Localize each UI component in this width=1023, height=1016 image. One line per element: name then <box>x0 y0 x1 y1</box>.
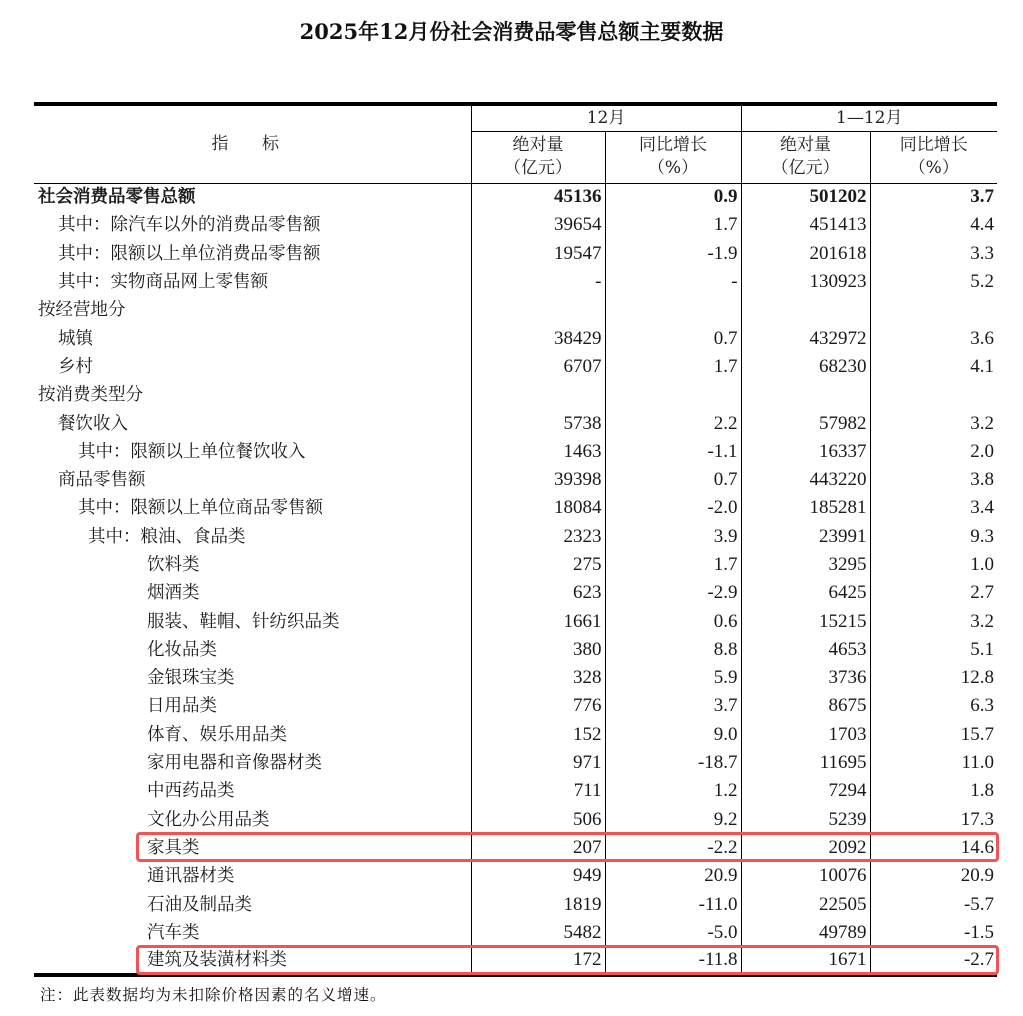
cell-ytd-absolute: 443220 <box>741 466 870 494</box>
row-label: 乡村 <box>58 356 93 377</box>
cell-dec-yoy <box>605 296 741 324</box>
table-row <box>34 353 997 381</box>
cell-dec-yoy: 2.2 <box>605 409 741 437</box>
cell-ytd-absolute: 432972 <box>741 324 870 352</box>
subheader-line1: 绝对量 <box>780 135 832 155</box>
cell-ytd-yoy: 6.3 <box>870 692 997 720</box>
row-label: 日用品类 <box>147 696 217 717</box>
cell-dec-yoy: 8.8 <box>605 636 741 664</box>
table-row <box>34 523 997 551</box>
cell-ytd-absolute: 57982 <box>741 409 870 437</box>
cell-dec-absolute: 45136 <box>471 183 605 211</box>
cell-ytd-yoy: 3.2 <box>870 607 997 635</box>
cell-ytd-yoy: 2.7 <box>870 579 997 607</box>
cell-dec-yoy: 9.2 <box>605 806 741 834</box>
cell-dec-yoy: -2.9 <box>605 579 741 607</box>
cell-dec-yoy: 20.9 <box>605 862 741 890</box>
subheader-ytd-absolute <box>741 131 870 183</box>
cell-dec-yoy: 1.7 <box>605 353 741 381</box>
row-label: 体育、娱乐用品类 <box>147 724 287 745</box>
group-header-jan-dec: 1—12月 <box>741 104 997 131</box>
row-label: 汽车类 <box>147 922 200 943</box>
cell-dec-yoy: -2.0 <box>605 494 741 522</box>
cell-dec-absolute: 380 <box>471 636 605 664</box>
cell-dec-yoy: - <box>605 268 741 296</box>
table-row <box>34 268 997 296</box>
table-row <box>34 692 997 720</box>
cell-dec-absolute: - <box>471 268 605 296</box>
table-row <box>34 862 997 890</box>
row-label: 其中：实物商品网上零售额 <box>58 272 268 293</box>
cell-dec-yoy: -2.2 <box>605 834 741 862</box>
cell-dec-absolute: 328 <box>471 664 605 692</box>
row-label: 其中：粮油、食品类 <box>88 526 246 547</box>
cell-ytd-yoy: -5.7 <box>870 890 997 918</box>
table-row <box>34 183 997 211</box>
table-row <box>34 494 997 522</box>
table-row-highlighted <box>34 947 997 975</box>
cell-dec-yoy: 0.9 <box>605 183 741 211</box>
cell-dec-absolute <box>471 381 605 409</box>
cell-dec-absolute: 2323 <box>471 523 605 551</box>
cell-ytd-absolute: 3736 <box>741 664 870 692</box>
table-row <box>34 749 997 777</box>
cell-dec-absolute: 5738 <box>471 409 605 437</box>
row-label: 城镇 <box>58 328 93 349</box>
cell-ytd-yoy: 9.3 <box>870 523 997 551</box>
cell-ytd-yoy: 4.4 <box>870 211 997 239</box>
cell-dec-absolute <box>471 296 605 324</box>
table-row <box>34 579 997 607</box>
row-label: 家具类 <box>147 837 200 858</box>
row-label: 建筑及装潢材料类 <box>34 947 471 975</box>
cell-dec-absolute: 18084 <box>471 494 605 522</box>
cell-ytd-absolute: 130923 <box>741 268 870 296</box>
table-row <box>34 919 997 947</box>
cell-dec-absolute: 6707 <box>471 353 605 381</box>
row-label: 家用电器和音像器材类 <box>147 753 322 774</box>
cell-ytd-yoy: 3.6 <box>870 324 997 352</box>
cell-dec-yoy: 3.9 <box>605 523 741 551</box>
subheader-line2: （亿元） <box>504 158 572 178</box>
cell-ytd-yoy: 2.0 <box>870 438 997 466</box>
cell-dec-yoy <box>605 381 741 409</box>
table-row <box>34 806 997 834</box>
cell-ytd-absolute: 10076 <box>741 862 870 890</box>
table-row <box>34 890 997 918</box>
cell-dec-yoy: 1.7 <box>605 211 741 239</box>
row-label: 饮料类 <box>147 555 200 575</box>
cell-dec-yoy: 0.6 <box>605 607 741 635</box>
row-label: 金银珠宝类 <box>147 668 235 689</box>
retail-sales-table <box>34 102 997 977</box>
row-label: 按经营地分 <box>38 300 126 321</box>
cell-dec-absolute: 39654 <box>471 211 605 239</box>
cell-dec-absolute: 172 <box>471 947 605 975</box>
table-row <box>34 551 997 579</box>
row-label: 化妆品类 <box>147 639 217 660</box>
cell-dec-yoy: 1.7 <box>605 551 741 579</box>
cell-ytd-yoy: 20.9 <box>870 862 997 890</box>
cell-ytd-absolute: 49789 <box>741 919 870 947</box>
cell-ytd-absolute: 15215 <box>741 607 870 635</box>
subheader-dec-yoy <box>605 131 741 183</box>
cell-ytd-absolute: 7294 <box>741 777 870 805</box>
row-label: 通讯器材类 <box>147 866 235 887</box>
table-row <box>34 607 997 635</box>
cell-ytd-yoy: 3.7 <box>870 183 997 211</box>
cell-dec-yoy: 5.9 <box>605 664 741 692</box>
cell-dec-absolute: 623 <box>471 579 605 607</box>
group-header-december: 12月 <box>471 104 741 131</box>
footnote: 注：此表数据均为未扣除价格因素的名义增速。 <box>40 986 387 1004</box>
subheader-line1: 同比增长 <box>639 135 707 155</box>
subheader-line1: 同比增长 <box>899 135 968 155</box>
cell-ytd-absolute: 6425 <box>741 579 870 607</box>
table-row <box>34 409 997 437</box>
subheader-line2: （亿元） <box>771 158 840 178</box>
cell-ytd-absolute: 2092 <box>741 834 870 862</box>
cell-dec-yoy: -11.0 <box>605 890 741 918</box>
table-row <box>34 466 997 494</box>
cell-dec-yoy: 0.7 <box>605 466 741 494</box>
cell-ytd-yoy: 3.4 <box>870 494 997 522</box>
cell-dec-absolute: 39398 <box>471 466 605 494</box>
cell-ytd-absolute: 68230 <box>741 353 870 381</box>
cell-dec-yoy: 9.0 <box>605 721 741 749</box>
cell-dec-absolute: 152 <box>471 721 605 749</box>
row-label: 中西药品类 <box>147 781 235 802</box>
row-label: 其中：限额以上单位餐饮收入 <box>78 441 306 462</box>
cell-ytd-absolute <box>741 381 870 409</box>
cell-ytd-yoy: -2.7 <box>870 947 997 975</box>
cell-ytd-yoy: 12.8 <box>870 664 997 692</box>
cell-dec-absolute: 1819 <box>471 890 605 918</box>
cell-ytd-absolute: 501202 <box>741 183 870 211</box>
cell-ytd-yoy: 4.1 <box>870 353 997 381</box>
cell-ytd-absolute: 11695 <box>741 749 870 777</box>
row-label: 文化办公用品类 <box>147 809 270 830</box>
cell-ytd-absolute: 4653 <box>741 636 870 664</box>
row-label: 其中：限额以上单位消费品零售额 <box>58 243 321 264</box>
cell-ytd-yoy: 3.8 <box>870 466 997 494</box>
cell-dec-yoy: -1.9 <box>605 240 741 268</box>
cell-ytd-yoy: -1.5 <box>870 919 997 947</box>
cell-ytd-yoy <box>870 381 997 409</box>
cell-dec-yoy: 1.2 <box>605 777 741 805</box>
header-row-groups <box>34 104 997 131</box>
cell-ytd-yoy: 17.3 <box>870 806 997 834</box>
cell-ytd-yoy: 5.2 <box>870 268 997 296</box>
cell-ytd-absolute: 8675 <box>741 692 870 720</box>
cell-ytd-yoy <box>870 296 997 324</box>
row-label: 服装、鞋帽、针纺织品类 <box>147 611 340 632</box>
cell-ytd-absolute: 1703 <box>741 721 870 749</box>
table-row <box>34 211 997 239</box>
table-row <box>34 381 997 409</box>
retail-sales-table-container <box>34 102 997 977</box>
cell-dec-yoy: 0.7 <box>605 324 741 352</box>
cell-ytd-yoy: 1.8 <box>870 777 997 805</box>
table-row <box>34 664 997 692</box>
cell-dec-absolute: 711 <box>471 777 605 805</box>
table-body <box>34 183 997 975</box>
row-label: 其中：除汽车以外的消费品零售额 <box>58 215 321 236</box>
table-row <box>34 324 997 352</box>
cell-ytd-absolute <box>741 296 870 324</box>
row-label: 石油及制品类 <box>147 894 252 915</box>
cell-ytd-absolute: 23991 <box>741 523 870 551</box>
subheader-ytd-yoy <box>870 131 997 183</box>
cell-ytd-yoy: 14.6 <box>870 834 997 862</box>
cell-dec-absolute: 207 <box>471 834 605 862</box>
indicator-header: 指 标 <box>34 104 471 183</box>
cell-dec-yoy: -1.1 <box>605 438 741 466</box>
cell-ytd-absolute: 1671 <box>741 947 870 975</box>
cell-dec-absolute: 19547 <box>471 240 605 268</box>
cell-dec-absolute: 971 <box>471 749 605 777</box>
cell-ytd-yoy: 15.7 <box>870 721 997 749</box>
cell-ytd-absolute: 185281 <box>741 494 870 522</box>
cell-ytd-yoy: 3.3 <box>870 240 997 268</box>
subheader-line2: （%） <box>908 158 959 178</box>
cell-ytd-absolute: 5239 <box>741 806 870 834</box>
table-row <box>34 721 997 749</box>
row-label: 按消费类型分 <box>38 385 143 406</box>
cell-ytd-absolute: 22505 <box>741 890 870 918</box>
table-row <box>34 636 997 664</box>
subheader-dec-absolute <box>471 131 605 183</box>
cell-dec-yoy: -5.0 <box>605 919 741 947</box>
cell-dec-yoy: -18.7 <box>605 749 741 777</box>
cell-dec-absolute: 1661 <box>471 607 605 635</box>
cell-ytd-yoy: 1.0 <box>870 551 997 579</box>
cell-dec-absolute: 5482 <box>471 919 605 947</box>
cell-ytd-absolute: 201618 <box>741 240 870 268</box>
row-label: 餐饮收入 <box>58 413 128 434</box>
cell-ytd-absolute: 451413 <box>741 211 870 239</box>
table-row <box>34 296 997 324</box>
cell-ytd-yoy: 3.2 <box>870 409 997 437</box>
table-row <box>34 240 997 268</box>
cell-ytd-absolute: 3295 <box>741 551 870 579</box>
row-label: 烟酒类 <box>147 583 200 604</box>
cell-dec-absolute: 1463 <box>471 438 605 466</box>
cell-dec-absolute: 949 <box>471 862 605 890</box>
table-row <box>34 777 997 805</box>
page-title: 2025年12月份社会消费品零售总额主要数据 <box>299 19 724 44</box>
cell-dec-yoy: 3.7 <box>605 692 741 720</box>
subheader-line2: （%） <box>647 158 699 178</box>
table-row <box>34 438 997 466</box>
row-label: 其中：限额以上单位商品零售额 <box>78 498 323 519</box>
cell-dec-absolute: 275 <box>471 551 605 579</box>
row-label: 商品零售额 <box>58 470 146 491</box>
cell-ytd-absolute: 16337 <box>741 438 870 466</box>
cell-dec-absolute: 38429 <box>471 324 605 352</box>
cell-dec-absolute: 776 <box>471 692 605 720</box>
row-label: 社会消费品零售总额 <box>38 187 196 208</box>
table-row-highlighted <box>34 834 997 862</box>
subheader-line1: 绝对量 <box>512 135 564 155</box>
cell-dec-absolute: 506 <box>471 806 605 834</box>
cell-ytd-yoy: 5.1 <box>870 636 997 664</box>
cell-dec-yoy: -11.8 <box>605 947 741 975</box>
cell-ytd-yoy: 11.0 <box>870 749 997 777</box>
